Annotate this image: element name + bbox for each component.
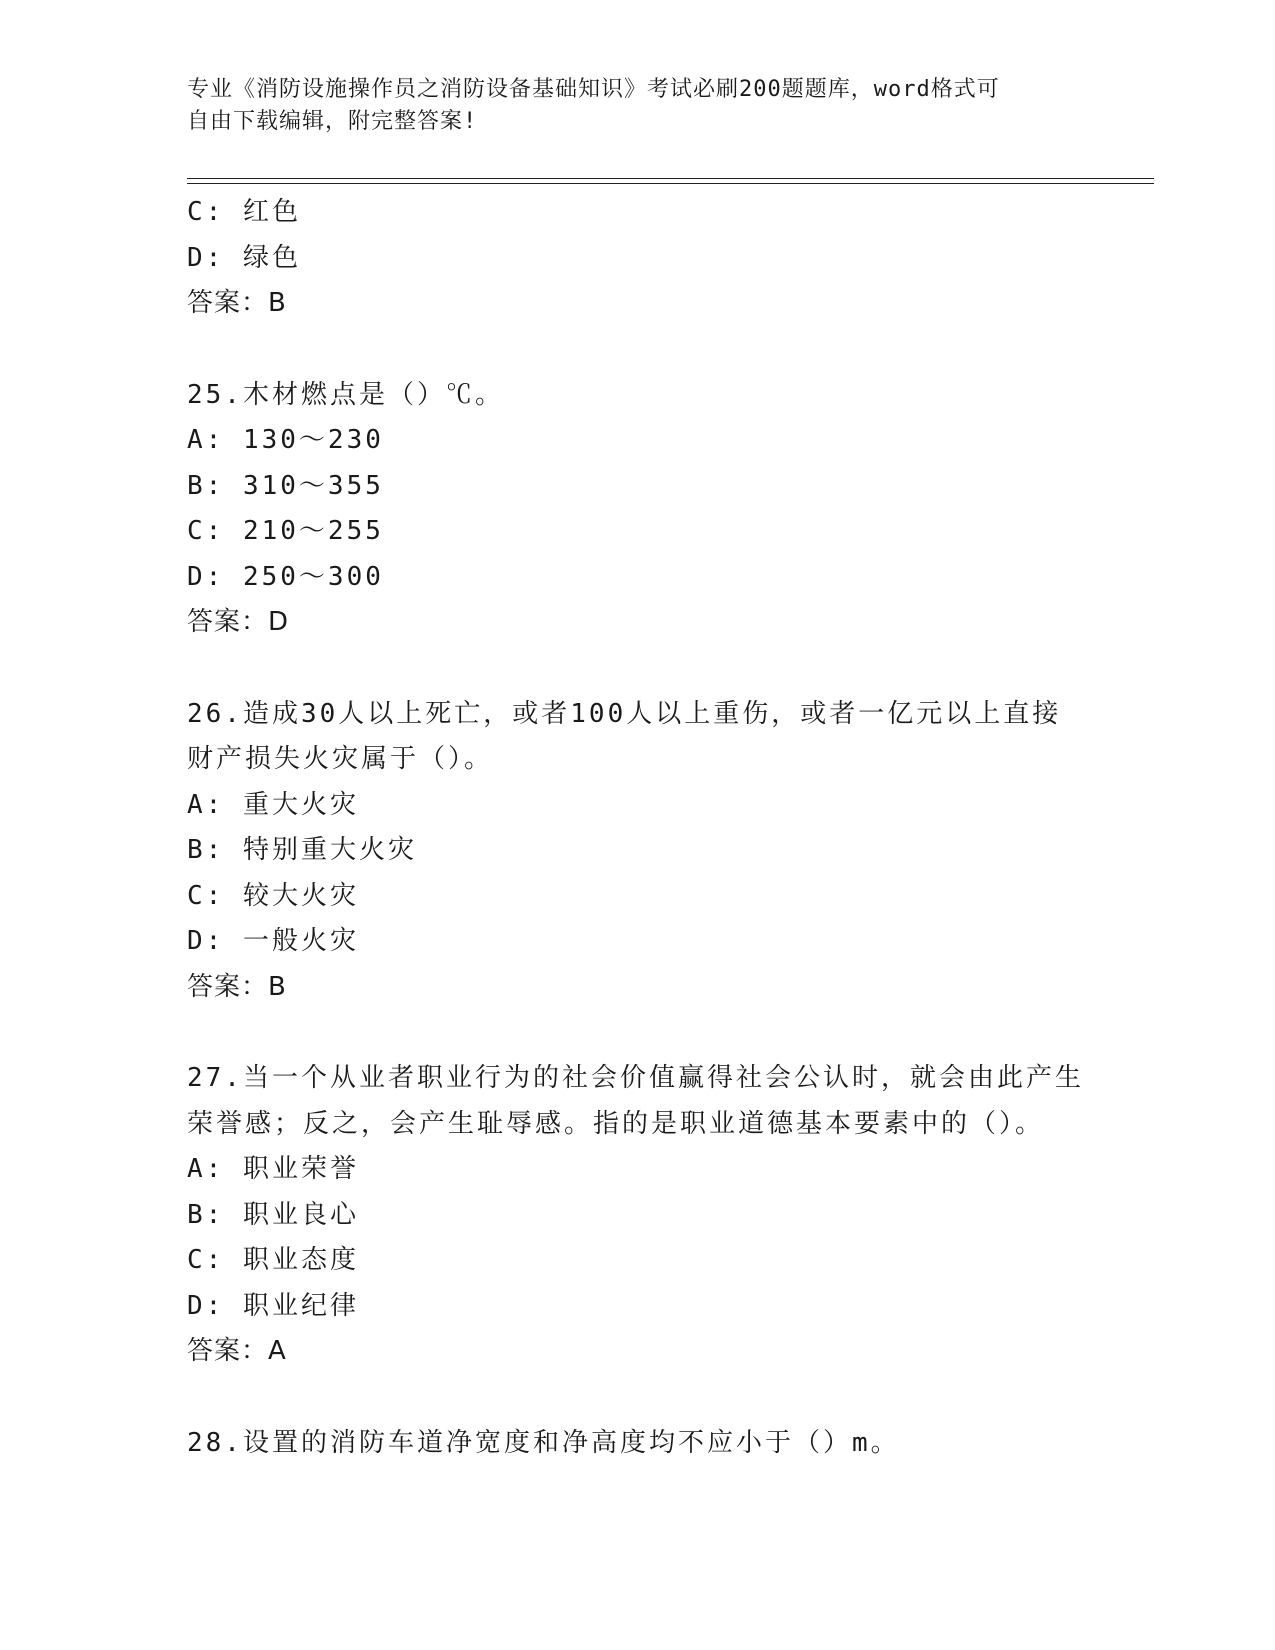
question-25 xyxy=(187,373,1087,646)
spacer xyxy=(187,646,1087,692)
spacer xyxy=(187,1010,1087,1056)
option-a: A: 重大火灾 xyxy=(187,789,359,820)
option-c: C: 红色 xyxy=(187,197,301,227)
spacer xyxy=(187,327,1087,373)
option-b: B: 职业良心 xyxy=(187,1199,359,1230)
question-stem: 25.木材燃点是（）℃。 xyxy=(187,379,504,410)
question-stem-line-1: 27.当一个从业者职业行为的社会价值赢得社会公认时，就会由此产生 xyxy=(187,1063,1084,1093)
question-stem-line-2: 财产损失火灾属于（）。 xyxy=(187,744,494,774)
document-header xyxy=(187,74,1087,138)
option-d: D: 250～300 xyxy=(187,561,384,592)
header-line-2: 自由下载编辑，附完整答案! xyxy=(187,109,478,134)
question-stem-line-1: 26.造成30人以上死亡，或者100人以上重伤，或者一亿元以上直接 xyxy=(187,698,1062,729)
question-24-tail xyxy=(187,190,1087,327)
option-c: C: 较大火灾 xyxy=(187,880,359,911)
answer-line: 答案：B xyxy=(187,971,287,1002)
answer-line: 答案：D xyxy=(187,607,290,637)
option-c: C: 职业态度 xyxy=(187,1245,359,1275)
question-list xyxy=(187,190,1087,1466)
option-d: D: 绿色 xyxy=(187,242,301,273)
question-stem: 28.设置的消防车道净宽度和净高度均不应小于（）m。 xyxy=(187,1427,900,1458)
header-line-1: 专业《消防设施操作员之消防设备基础知识》考试必刷200题题库，word格式可 xyxy=(187,77,1000,102)
question-stem-line-2: 荣誉感；反之，会产生耻辱感。指的是职业道德基本要素中的（）。 xyxy=(187,1108,1045,1139)
header-divider-bottom xyxy=(187,183,1154,184)
option-d: D: 职业纪律 xyxy=(187,1290,359,1321)
option-b: B: 特别重大火灾 xyxy=(187,835,417,865)
answer-line: 答案：B xyxy=(187,288,287,318)
option-a: A: 职业荣誉 xyxy=(187,1154,359,1184)
answer-line: 答案：A xyxy=(187,1336,287,1366)
option-c: C: 210～255 xyxy=(187,516,384,546)
option-a: A: 130～230 xyxy=(187,425,384,455)
question-26 xyxy=(187,692,1087,1011)
question-27 xyxy=(187,1056,1087,1375)
option-d: D: 一般火灾 xyxy=(187,926,359,956)
question-28 xyxy=(187,1421,1087,1467)
option-b: B: 310～355 xyxy=(187,470,384,501)
spacer xyxy=(187,1375,1087,1421)
header-divider-top xyxy=(187,178,1154,179)
